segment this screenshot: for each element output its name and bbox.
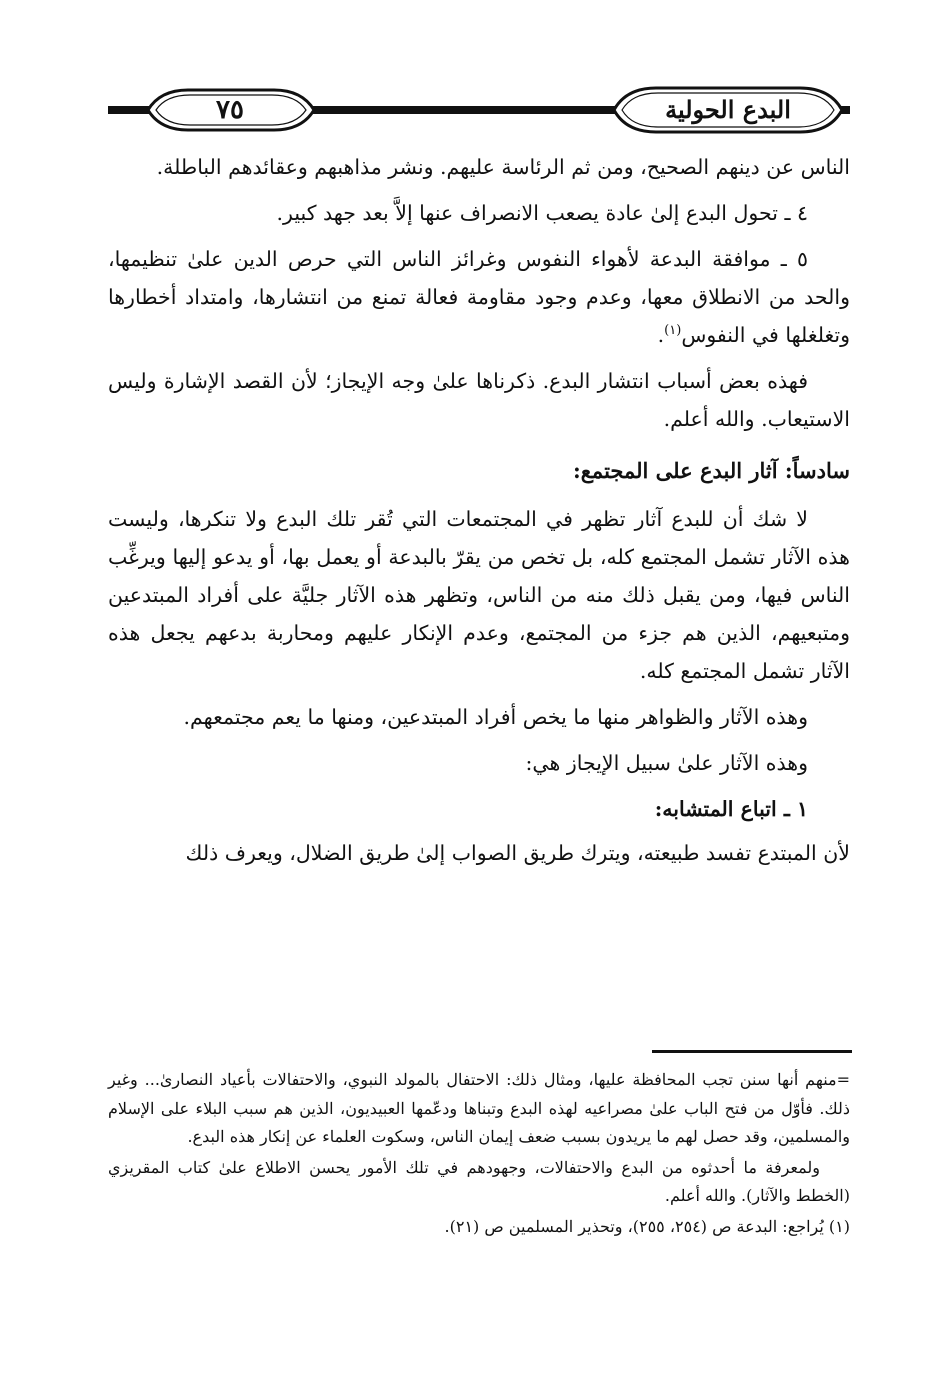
subsection-heading: ١ ـ اتباع المتشابه: (654, 797, 808, 821)
paragraph-2: ٤ ـ تحول البدع إلىٰ عادة يصعب الانصراف عنها إلاَّ بعد جهد كبير. (276, 201, 808, 225)
paragraph-8: لأن المبتدع تفسد طبيعته، ويترك طريق الصواب إلىٰ طريق الضلال، ويعرف ذلك (185, 841, 850, 865)
main-text (108, 148, 850, 880)
footnote-continued: =منهم أنها سنن تجب المحافظة عليها، ومثال ذلك: الاحتفال بالمولد النبوي، والاحتفالات بأعياد النصارىٰ... وغير ذلك. فأوّل من فتح الباب علىٰ مصراعيه لهذه البدع وتبناها ودعّمها العبيديون، الذين هم سبب البلاء على الإسلام والمسلمين، وقد حصل لهم ما يريدون بسبب ضعف إيمان الناس، وسكوت العلماء عن إنكار هذه البدع. (108, 1070, 850, 1146)
paragraph-1: الناس عن دينهم الصحيح، ومن ثم الرئاسة عليهم. ونشر مذاهبهم وعقائدهم الباطلة. (156, 155, 850, 179)
page-number: ٧٥ (216, 95, 244, 125)
paragraph-7: وهذه الآثار علىٰ سبيل الإيجاز هي: (525, 751, 808, 775)
section-heading: سادساً: آثار البدع على المجتمع: (573, 458, 850, 483)
paragraph-3 (108, 240, 850, 354)
running-title: البدع الحولية (665, 95, 791, 124)
footnote-divider (652, 1050, 852, 1053)
footnotes (108, 1066, 850, 1243)
footnote-1: (١) يُراجع: البدعة ص (٢٥٤، ٢٥٥)، وتحذير المسلمين ص (٢١). (444, 1216, 850, 1236)
page-header (108, 86, 850, 136)
paragraph-6: وهذه الآثار والظواهر منها ما يخص أفراد المبتدعين، ومنها ما يعم مجتمعهم. (183, 705, 808, 729)
paragraph-4: فهذه بعض أسباب انتشار البدع. ذكرناها علىٰ وجه الإيجاز؛ لأن القصد الإشارة وليس الاستيعاب. والله أعلم. (108, 369, 850, 431)
footnote-ref-1[interactable]: (١) (664, 323, 682, 339)
paragraph-5: لا شك أن للبدع آثار تظهر في المجتمعات التي تُقر تلك البدع ولا تنكرها، وليست هذه الآثار تشمل المجتمع كله، بل تخص من يقرّ بالبدعة أو يعمل بها، أو يدعو إليها ويرغِّب الناس فيها، ومن يقبل ذلك منه من الناس، وتظهر هذه الآثار جليَّة على أفراد المبتدعين ومتبعيهم، الذين هم جزء من المجتمع، وعدم الإنكار عليهم ومحاربة بدعهم يجعل هذه الآثار تشمل المجتمع كله. (108, 507, 850, 683)
paragraph-3-end: . (657, 323, 665, 347)
paragraph-3-text: ٥ ـ موافقة البدعة لأهواء النفوس وغرائز الناس التي حرص الدين علىٰ تنظيمها، والحد من الانطلاق معها، وعدم وجود مقاومة فعالة تمنع من انتشارها، وامتداد أخطارها وتغلغلها في النفوس (108, 247, 850, 347)
footnote-continued-2: ولمعرفة ما أحدثوه من البدع والاحتفالات، وجهودهم في تلك الأمور يحسن الاطلاع علىٰ كتاب المقريزي (الخطط والآثار). والله أعلم. (108, 1157, 850, 1205)
